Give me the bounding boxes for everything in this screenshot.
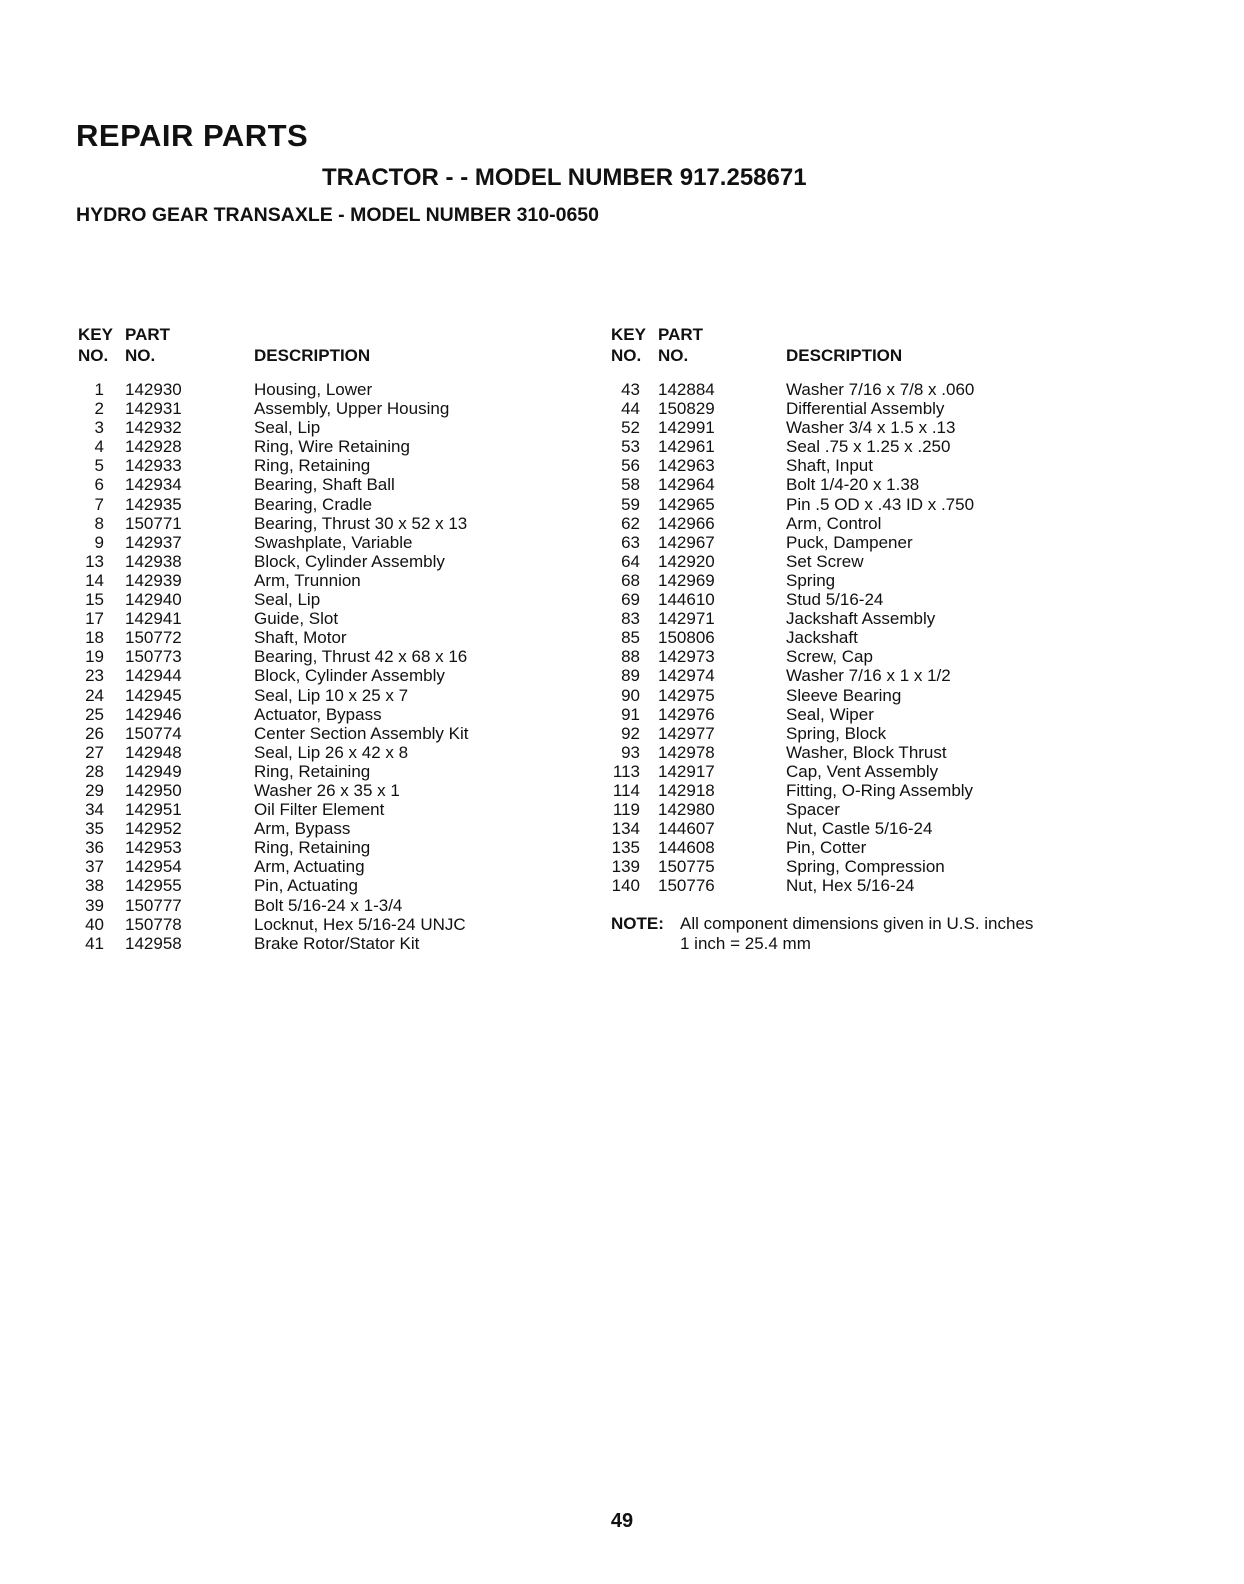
part-description: Swashplate, Variable — [254, 532, 413, 552]
part-description: Assembly, Upper Housing — [254, 399, 450, 419]
part-description: Nut, Castle 5/16-24 — [786, 819, 933, 839]
part-no: 142976 — [658, 704, 715, 724]
table-row — [611, 743, 1131, 762]
part-description: Shaft, Motor — [254, 628, 347, 648]
note-conversion: 1 inch = 25.4 mm — [680, 933, 811, 953]
part-no: 142955 — [125, 876, 182, 896]
key-no: 5 — [94, 456, 104, 476]
part-no: 142932 — [125, 418, 182, 438]
key-no: 59 — [621, 494, 640, 514]
part-no: 142944 — [125, 666, 182, 686]
part-no: 142953 — [125, 838, 182, 858]
key-no: 8 — [94, 513, 104, 533]
parts-table-left — [78, 324, 638, 953]
column-headers — [611, 324, 1131, 380]
part-description: Differential Assembly — [786, 399, 945, 419]
part-no: 142933 — [125, 456, 182, 476]
key-no: 13 — [85, 551, 104, 571]
table-row — [611, 475, 1131, 494]
table-row — [78, 666, 638, 685]
table-row — [78, 495, 638, 514]
part-description: Bearing, Shaft Ball — [254, 475, 395, 495]
table-row — [78, 399, 638, 418]
key-no: 68 — [621, 570, 640, 590]
part-description: Nut, Hex 5/16-24 — [786, 876, 915, 896]
table-row — [611, 724, 1131, 743]
part-description: Seal .75 x 1.25 x .250 — [786, 437, 951, 457]
part-description: Washer, Block Thrust — [786, 742, 947, 762]
key-no: 29 — [85, 780, 104, 800]
part-no: 142918 — [658, 780, 715, 800]
table-row — [78, 686, 638, 705]
key-no: 63 — [621, 532, 640, 552]
table-row — [78, 609, 638, 628]
table-row — [78, 876, 638, 895]
part-no: 142952 — [125, 819, 182, 839]
table-row — [611, 571, 1131, 590]
part-description: Seal, Lip — [254, 418, 321, 438]
table-row — [611, 609, 1131, 628]
parts-rows — [78, 380, 638, 953]
key-no: 19 — [85, 647, 104, 667]
part-description: Washer 3/4 x 1.5 x .13 — [786, 418, 956, 438]
part-no: 142977 — [658, 723, 715, 743]
table-row — [611, 533, 1131, 552]
part-description: Bolt 1/4-20 x 1.38 — [786, 475, 920, 495]
part-no: 142928 — [125, 437, 182, 457]
key-no: 43 — [621, 380, 640, 399]
key-no: 28 — [85, 761, 104, 781]
part-no: 144608 — [658, 838, 715, 858]
part-description: Washer 7/16 x 7/8 x .060 — [786, 380, 975, 399]
part-no: 150777 — [125, 895, 182, 915]
part-description: Oil Filter Element — [254, 800, 385, 820]
part-description: Cap, Vent Assembly — [786, 761, 939, 781]
part-description: Washer 26 x 35 x 1 — [254, 780, 400, 800]
key-no: 40 — [85, 914, 104, 934]
key-no: 91 — [621, 704, 640, 724]
part-no: 142948 — [125, 742, 182, 762]
table-row — [78, 915, 638, 934]
key-no: 119 — [612, 800, 640, 820]
key-no: 69 — [621, 590, 640, 610]
parts-table-right — [611, 324, 1131, 953]
part-no: 150829 — [658, 399, 715, 419]
key-no: 4 — [94, 437, 104, 457]
column-headers — [78, 324, 638, 380]
key-no: 24 — [85, 685, 104, 705]
part-no: 142939 — [125, 570, 182, 590]
tractor-model-heading: TRACTOR - - MODEL NUMBER 917.258671 — [322, 164, 807, 191]
part-no: 150806 — [658, 628, 715, 648]
key-no: 27 — [85, 742, 104, 762]
part-no: 150775 — [658, 857, 715, 877]
key-no: 90 — [621, 685, 640, 705]
part-no: 142945 — [125, 685, 182, 705]
table-row — [611, 552, 1131, 571]
part-description: Arm, Actuating — [254, 857, 365, 877]
part-description: Pin, Cotter — [786, 838, 867, 858]
table-row — [611, 800, 1131, 819]
part-no: 144607 — [658, 819, 715, 839]
part-no: 142941 — [125, 609, 182, 629]
table-row — [611, 628, 1131, 647]
part-description: Washer 7/16 x 1 x 1/2 — [786, 666, 951, 686]
key-no: 53 — [621, 437, 640, 457]
key-no: 2 — [94, 399, 104, 419]
key-no: 25 — [85, 704, 104, 724]
table-row — [611, 399, 1131, 418]
table-row — [611, 590, 1131, 609]
part-description: Seal, Lip — [254, 590, 321, 610]
part-description: Center Section Assembly Kit — [254, 723, 469, 743]
part-description: Brake Rotor/Stator Kit — [254, 933, 420, 953]
table-row — [611, 514, 1131, 533]
part-no: 144610 — [658, 590, 715, 610]
part-description: Fitting, O-Ring Assembly — [786, 780, 974, 800]
part-description: Bearing, Thrust 30 x 52 x 13 — [254, 513, 468, 533]
table-row — [78, 533, 638, 552]
key-no: 26 — [85, 723, 104, 743]
table-row — [611, 437, 1131, 456]
table-row — [78, 819, 638, 838]
page-title: REPAIR PARTS — [76, 118, 309, 153]
part-description: Locknut, Hex 5/16-24 UNJC — [254, 914, 466, 934]
part-no: 142958 — [125, 933, 182, 953]
part-description: Bearing, Cradle — [254, 494, 373, 514]
part-no: 142961 — [658, 437, 715, 457]
key-no: 39 — [85, 895, 104, 915]
key-no: 89 — [621, 666, 640, 686]
table-row — [78, 800, 638, 819]
key-no: 93 — [621, 742, 640, 762]
part-no: 142940 — [125, 590, 182, 610]
part-no: 142950 — [125, 780, 182, 800]
part-no: 142949 — [125, 761, 182, 781]
key-no: 134 — [611, 819, 640, 839]
table-row — [78, 724, 638, 743]
part-description: Ring, Retaining — [254, 838, 371, 858]
table-row — [611, 495, 1131, 514]
part-no: 150776 — [658, 876, 715, 896]
part-description: Spring, Block — [786, 723, 887, 743]
part-no: 142884 — [658, 380, 715, 399]
key-no: 44 — [621, 399, 640, 419]
part-no: 150773 — [125, 647, 182, 667]
table-row — [611, 647, 1131, 666]
key-no: 139 — [611, 857, 640, 877]
key-no: 62 — [621, 513, 640, 533]
key-no: 41 — [85, 933, 104, 953]
part-description: Shaft, Input — [786, 456, 873, 476]
part-description: Seal, Lip 10 x 25 x 7 — [254, 685, 409, 705]
part-description: Actuator, Bypass — [254, 704, 382, 724]
part-no: 150774 — [125, 723, 182, 743]
key-no: 3 — [94, 418, 104, 438]
part-description: Pin .5 OD x .43 ID x .750 — [786, 494, 975, 514]
key-no: 88 — [621, 647, 640, 667]
part-description: Block, Cylinder Assembly — [254, 666, 445, 686]
part-no: 150771 — [125, 513, 182, 533]
key-no: 14 — [85, 570, 104, 590]
part-description: Arm, Trunnion — [254, 570, 361, 590]
key-no: 92 — [621, 723, 640, 743]
table-row — [611, 838, 1131, 857]
table-row — [78, 380, 638, 399]
part-no: 142966 — [658, 513, 715, 533]
key-no: 6 — [94, 475, 104, 495]
key-no-header: KEY NO. — [78, 325, 113, 365]
part-description: Spring, Compression — [786, 857, 945, 877]
page-number: 49 — [610, 1510, 634, 1532]
table-row — [78, 857, 638, 876]
part-no: 142931 — [125, 399, 182, 419]
part-no-header: PART NO. — [658, 325, 704, 365]
parts-rows — [611, 380, 1131, 896]
part-description: Ring, Retaining — [254, 761, 371, 781]
table-row — [611, 686, 1131, 705]
part-description: Block, Cylinder Assembly — [254, 551, 445, 571]
part-no: 150778 — [125, 914, 182, 934]
part-description: Stud 5/16-24 — [786, 590, 884, 610]
part-no: 150772 — [125, 628, 182, 648]
part-no: 142978 — [658, 742, 715, 762]
table-row — [78, 896, 638, 915]
note-text: All component dimensions given in U.S. inches — [680, 913, 1034, 933]
part-no-header: PART NO. — [125, 325, 171, 365]
part-description: Housing, Lower — [254, 380, 373, 399]
part-description: Spring — [786, 570, 836, 590]
part-no: 142930 — [125, 380, 182, 399]
part-description: Ring, Wire Retaining — [254, 437, 410, 457]
part-description: Spacer — [786, 800, 840, 820]
table-row — [611, 857, 1131, 876]
key-no: 15 — [85, 590, 104, 610]
part-description: Arm, Bypass — [254, 819, 351, 839]
part-no: 142917 — [658, 761, 715, 781]
part-no: 142965 — [658, 494, 715, 514]
key-no: 36 — [85, 838, 104, 858]
table-row — [78, 781, 638, 800]
part-description: Jackshaft Assembly — [786, 609, 936, 629]
table-row — [611, 380, 1131, 399]
key-no: 52 — [621, 418, 640, 438]
key-no: 114 — [612, 780, 640, 800]
part-no: 142963 — [658, 456, 715, 476]
part-description: Bolt 5/16-24 x 1-3/4 — [254, 895, 403, 915]
part-no: 142964 — [658, 475, 715, 495]
table-row — [611, 456, 1131, 475]
table-row — [611, 781, 1131, 800]
part-description: Ring, Retaining — [254, 456, 371, 476]
table-row — [78, 571, 638, 590]
part-description: Jackshaft — [786, 628, 858, 648]
table-row — [78, 628, 638, 647]
key-no: 38 — [85, 876, 104, 896]
part-no: 142967 — [658, 532, 715, 552]
key-no: 58 — [621, 475, 640, 495]
part-no: 142934 — [125, 475, 182, 495]
part-no: 142991 — [658, 418, 715, 438]
part-description: Sleeve Bearing — [786, 685, 902, 705]
table-row — [78, 838, 638, 857]
part-no: 142937 — [125, 532, 182, 552]
part-description: Bearing, Thrust 42 x 68 x 16 — [254, 647, 468, 667]
part-no: 142969 — [658, 570, 715, 590]
table-row — [78, 475, 638, 494]
description-header: DESCRIPTION — [786, 346, 903, 365]
part-no: 142973 — [658, 647, 715, 667]
part-no: 142954 — [125, 857, 182, 877]
table-row — [611, 819, 1131, 838]
part-no: 142935 — [125, 494, 182, 514]
part-description: Set Screw — [786, 551, 864, 571]
table-row — [78, 552, 638, 571]
note-label: NOTE: — [611, 913, 664, 933]
key-no: 83 — [621, 609, 640, 629]
key-no: 35 — [85, 819, 104, 839]
table-row — [611, 762, 1131, 781]
key-no: 7 — [94, 494, 104, 514]
part-no: 142920 — [658, 551, 715, 571]
dimension-note — [611, 913, 1131, 953]
key-no: 18 — [85, 628, 104, 648]
table-row — [611, 418, 1131, 437]
part-description: Seal, Wiper — [786, 704, 874, 724]
table-row — [611, 876, 1131, 895]
part-description: Guide, Slot — [254, 609, 339, 629]
part-no: 142938 — [125, 551, 182, 571]
key-no: 64 — [621, 551, 640, 571]
table-row — [78, 762, 638, 781]
key-no: 135 — [611, 838, 640, 858]
part-no: 142971 — [658, 609, 715, 629]
table-row — [78, 418, 638, 437]
key-no: 85 — [621, 628, 640, 648]
table-row — [78, 743, 638, 762]
key-no: 1 — [94, 380, 104, 399]
part-description: Seal, Lip 26 x 42 x 8 — [254, 742, 409, 762]
table-row — [78, 590, 638, 609]
key-no: 140 — [611, 876, 640, 896]
key-no: 113 — [612, 761, 640, 781]
table-row — [78, 437, 638, 456]
key-no: 56 — [621, 456, 640, 476]
part-description: Pin, Actuating — [254, 876, 358, 896]
table-row — [78, 647, 638, 666]
key-no: 34 — [85, 800, 104, 820]
key-no: 37 — [85, 857, 104, 877]
table-row — [78, 456, 638, 475]
table-row — [611, 666, 1131, 685]
part-no: 142980 — [658, 800, 715, 820]
key-no: 9 — [94, 532, 104, 552]
part-no: 142975 — [658, 685, 715, 705]
part-description: Arm, Control — [786, 513, 882, 533]
part-description: Screw, Cap — [786, 647, 873, 667]
description-header: DESCRIPTION — [254, 346, 371, 365]
transaxle-model-heading: HYDRO GEAR TRANSAXLE - MODEL NUMBER 310-0650 — [76, 204, 599, 226]
table-row — [611, 705, 1131, 724]
part-no: 142951 — [125, 800, 182, 820]
table-row — [78, 514, 638, 533]
part-no: 142946 — [125, 704, 182, 724]
key-no: 17 — [85, 609, 104, 629]
table-row — [78, 705, 638, 724]
key-no: 23 — [85, 666, 104, 686]
part-no: 142974 — [658, 666, 715, 686]
table-row — [78, 934, 638, 953]
key-no-header: KEY NO. — [611, 325, 646, 365]
part-description: Puck, Dampener — [786, 532, 913, 552]
